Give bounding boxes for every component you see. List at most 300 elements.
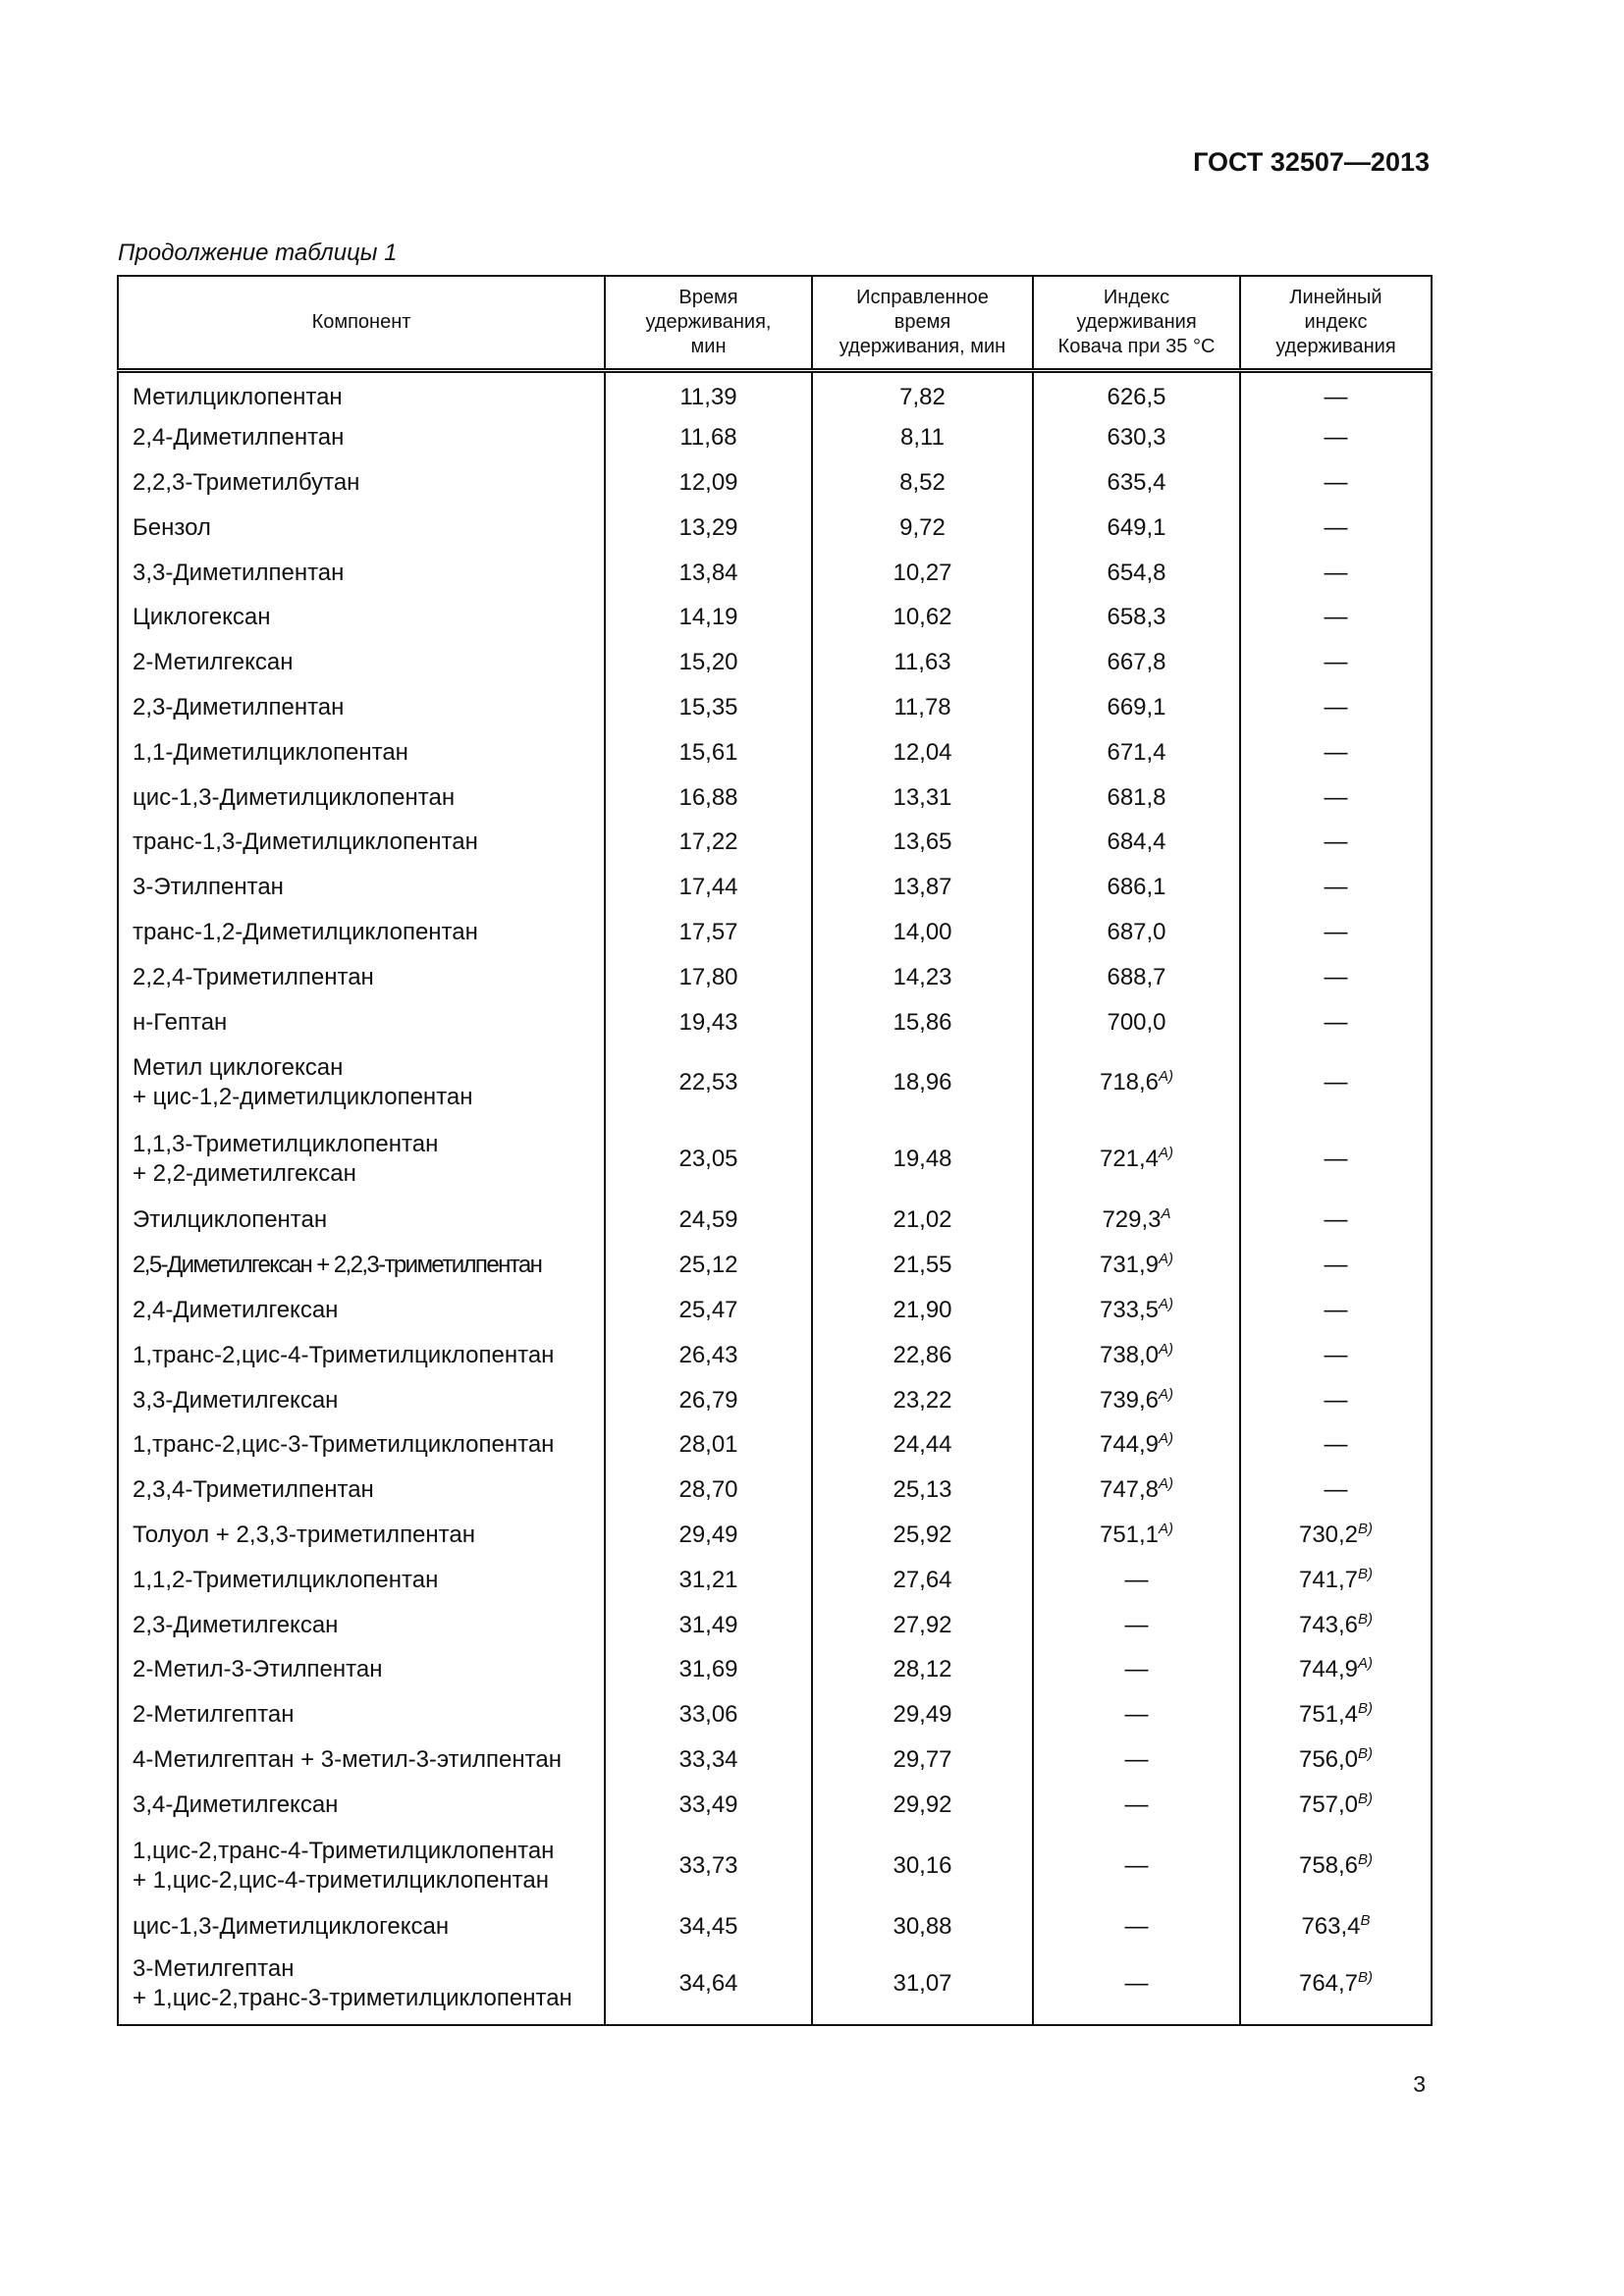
corrected-retention-time-value: 8,52 [899,468,946,496]
kovats-index [1033,1422,1240,1468]
linear-index [1240,1333,1432,1378]
component-name [118,1737,605,1783]
linear-index [1240,640,1432,685]
footnote-mark: A) [1159,1520,1174,1537]
table-row [118,551,1432,596]
corrected-retention-time [812,371,1033,416]
linear-index [1240,910,1432,955]
corrected-retention-time [812,1000,1033,1045]
kovats-index-value: 654,8 [1107,559,1166,586]
corrected-retention-time [812,1468,1033,1513]
linear-index [1240,730,1432,775]
corrected-retention-time-value: 30,16 [893,1851,952,1879]
kovats-index-value: 686,1 [1107,874,1166,901]
corrected-retention-time-value: 30,88 [893,1912,952,1940]
corrected-retention-time-value: 10,27 [893,559,952,586]
retention-time-value: 16,88 [678,783,738,811]
component-name-value: 2,5-Диметилгексан + 2,2,3-триметилпентан [133,1252,542,1279]
linear-index [1240,1603,1432,1648]
corrected-retention-time [812,1198,1033,1243]
corrected-retention-time-value: 22,86 [893,1341,952,1368]
linear-index [1240,1288,1432,1333]
retention-time [605,371,812,416]
component-name [118,1558,605,1603]
footnote-mark: A) [1159,1340,1174,1358]
retention-time-value: 33,73 [678,1851,738,1879]
retention-time-value: 33,34 [678,1745,738,1773]
component-name [118,1288,605,1333]
linear-index-value: — [1324,559,1348,586]
kovats-index-value: 718,6 [1099,1069,1160,1096]
corrected-retention-time [812,1904,1033,1949]
corrected-retention-time-value: 7,82 [899,383,946,410]
linear-index-value: — [1324,1252,1348,1279]
corrected-retention-time-value: 21,02 [893,1206,952,1234]
table-row [118,460,1432,506]
retention-time [605,1783,812,1828]
component-name [118,551,605,596]
component-name-value: 1,1,2-Триметилциклопентан [133,1566,439,1593]
component-name [118,730,605,775]
component-name-value: 1,транс-2,цис-3-Триметилциклопентан [133,1431,555,1459]
retention-time-value: 17,57 [678,918,738,945]
kovats-index [1033,551,1240,596]
kovats-index-value: — [1124,1745,1149,1773]
linear-index-value: — [1324,1341,1348,1368]
corrected-retention-time-value: 9,72 [899,513,946,541]
corrected-retention-time-value: 13,87 [893,874,952,901]
kovats-index [1033,955,1240,1000]
corrected-retention-time-value: 25,13 [893,1476,952,1504]
corrected-retention-time [812,1647,1033,1692]
retention-time-value: 33,06 [678,1701,738,1729]
kovats-index [1033,1044,1240,1121]
corrected-retention-time-value: 19,48 [893,1146,952,1173]
corrected-retention-time [812,1828,1033,1904]
retention-time-value: 15,20 [678,649,738,676]
retention-time [605,1000,812,1045]
component-name [118,1378,605,1423]
corrected-retention-time [812,865,1033,910]
corrected-retention-time [812,506,1033,551]
table-row [118,1949,1432,2025]
kovats-index-value: 669,1 [1107,693,1166,721]
kovats-index-value: 739,6 [1099,1386,1160,1414]
linear-index [1240,1044,1432,1121]
linear-index-value: — [1324,383,1348,410]
linear-index-value: 743,6 [1298,1611,1359,1638]
linear-index [1240,1468,1432,1513]
kovats-index [1033,1513,1240,1558]
footnote-mark: A) [1159,1295,1174,1312]
corrected-retention-time [812,415,1033,460]
retention-time [605,1949,812,2025]
retention-time [605,640,812,685]
component-name-value: 2,3,4-Триметилпентан [133,1476,374,1504]
table-row [118,1378,1432,1423]
component-name-value: цис-1,3-Диметилциклопентан [133,783,456,811]
component-name [118,1422,605,1468]
retention-time [605,910,812,955]
component-name-value: 2-Метил-3-Этилпентан [133,1656,383,1683]
table-row [118,595,1432,640]
table-row [118,1828,1432,1904]
component-name-value: 3-Этилпентан [133,874,284,901]
component-name-value: Толуол + 2,3,3-триметилпентан [133,1521,475,1548]
footnote-mark: B) [1358,1850,1374,1868]
kovats-index [1033,1558,1240,1603]
linear-index-value: — [1324,963,1348,990]
linear-index-value: 763,4 [1301,1912,1361,1940]
kovats-index-value: 721,4 [1099,1146,1160,1173]
linear-index [1240,1904,1432,1949]
corrected-retention-time-value: 13,65 [893,828,952,856]
retention-time [605,1692,812,1737]
footnote-mark: A) [1159,1145,1174,1162]
component-name [118,820,605,865]
corrected-retention-time [812,730,1033,775]
corrected-retention-time [812,775,1033,821]
kovats-index-value: 733,5 [1099,1296,1160,1323]
linear-index-value: — [1324,693,1348,721]
column-header-retention-time: Время удерживания, мин [605,276,812,371]
corrected-retention-time [812,1044,1033,1121]
corrected-retention-time [812,1949,1033,2025]
retention-time [605,415,812,460]
component-name [118,640,605,685]
kovats-index-value: — [1124,1566,1149,1593]
component-name [118,685,605,730]
kovats-index-value: 729,3 [1102,1206,1162,1234]
kovats-index-value: 744,9 [1099,1431,1160,1459]
retention-time [605,685,812,730]
table-row [118,1783,1432,1828]
table-row [118,1288,1432,1333]
retention-time-value: 14,19 [678,604,738,631]
retention-time-value: 13,29 [678,513,738,541]
kovats-index [1033,1647,1240,1692]
corrected-retention-time [812,551,1033,596]
corrected-retention-time-value: 24,44 [893,1431,952,1459]
kovats-index [1033,1949,1240,2025]
retention-time [605,551,812,596]
retention-time [605,1647,812,1692]
retention-time-value: 31,49 [678,1611,738,1638]
linear-index-value: — [1324,649,1348,676]
linear-index-value: 758,6 [1298,1851,1359,1879]
table-row [118,1422,1432,1468]
kovats-index-value: — [1124,1969,1149,1997]
retention-time [605,1603,812,1648]
linear-index [1240,1378,1432,1423]
table-row [118,1044,1432,1121]
linear-index-value: — [1324,828,1348,856]
component-name-value: 1,1,3-Триметилциклопентан + 2,2-диметилгексан [133,1131,439,1188]
component-name [118,1783,605,1828]
footnote-mark: B) [1358,1520,1374,1537]
retention-time-value: 17,80 [678,963,738,990]
kovats-index [1033,1828,1240,1904]
table-row [118,640,1432,685]
component-name [118,415,605,460]
retention-time-value: 25,12 [678,1252,738,1279]
component-name-value: 2,4-Диметилпентан [133,424,345,452]
kovats-index [1033,1904,1240,1949]
linear-index [1240,1949,1432,2025]
retention-time-value: 11,68 [679,424,737,452]
table-row [118,371,1432,416]
retention-time [605,820,812,865]
kovats-index [1033,1603,1240,1648]
linear-index-value: — [1324,1206,1348,1234]
corrected-retention-time [812,1783,1033,1828]
component-name [118,1828,605,1904]
component-name [118,506,605,551]
linear-index-value: 751,4 [1298,1701,1359,1729]
table-row [118,1647,1432,1692]
table-row [118,865,1432,910]
corrected-retention-time [812,685,1033,730]
column-header-component: Компонент [118,276,605,371]
corrected-retention-time [812,1558,1033,1603]
footnote-mark: B) [1358,1565,1374,1582]
kovats-index-value: 751,1 [1099,1521,1160,1548]
footnote-mark: B) [1358,1700,1374,1718]
kovats-index [1033,415,1240,460]
table-row [118,1603,1432,1648]
component-name [118,865,605,910]
kovats-index [1033,1783,1240,1828]
retention-time [605,506,812,551]
kovats-index [1033,1692,1240,1737]
kovats-index [1033,1198,1240,1243]
corrected-retention-time [812,1121,1033,1198]
component-name [118,955,605,1000]
table-row [118,1904,1432,1949]
linear-index-value: — [1324,918,1348,945]
linear-index-value: 744,9 [1298,1656,1359,1683]
retention-table [117,275,1433,2026]
footnote-mark: A [1161,1205,1171,1223]
retention-time-value: 23,05 [678,1146,738,1173]
kovats-index-value: 649,1 [1107,513,1166,541]
retention-time [605,1828,812,1904]
kovats-index-value: 688,7 [1107,963,1166,990]
corrected-retention-time-value: 11,63 [893,649,951,676]
kovats-index [1033,775,1240,821]
corrected-retention-time-value: 29,77 [893,1745,952,1773]
linear-index [1240,865,1432,910]
component-name-value: транс-1,2-Диметилциклопентан [133,918,478,945]
kovats-index [1033,1333,1240,1378]
component-name [118,1198,605,1243]
retention-time [605,865,812,910]
retention-time [605,955,812,1000]
linear-index-value: — [1324,738,1348,766]
component-name-value: транс-1,3-Диметилциклопентан [133,828,478,856]
linear-index [1240,1513,1432,1558]
linear-index-value: — [1324,783,1348,811]
linear-index-value: — [1324,874,1348,901]
component-name-value: 1,цис-2,транс-4-Триметилциклопентан + 1,цис-2,цис-4-триметилциклопентан [133,1837,555,1894]
kovats-index [1033,460,1240,506]
component-name-value: 4-Метилгептан + 3-метил-3-этилпентан [133,1745,562,1773]
retention-time [605,460,812,506]
table-row [118,910,1432,955]
corrected-retention-time [812,1422,1033,1468]
corrected-retention-time [812,1603,1033,1648]
retention-time-value: 15,35 [678,693,738,721]
retention-time-value: 15,61 [678,738,738,766]
component-name [118,1243,605,1288]
retention-time-value: 26,43 [678,1341,738,1368]
retention-time-value: 22,53 [678,1069,738,1096]
kovats-index [1033,1288,1240,1333]
linear-index [1240,1558,1432,1603]
retention-time [605,1904,812,1949]
footnote-mark: B [1360,1911,1371,1929]
table-row [118,415,1432,460]
kovats-index [1033,1468,1240,1513]
linear-index-value: — [1324,1008,1348,1036]
table-row [118,685,1432,730]
footnote-mark: A) [1159,1430,1174,1448]
retention-time [605,1737,812,1783]
kovats-index-value: 738,0 [1099,1341,1160,1368]
table-row [118,775,1432,821]
table-row [118,1198,1432,1243]
corrected-retention-time-value: 8,11 [900,424,945,452]
retention-time-value: 34,45 [678,1912,738,1940]
corrected-retention-time [812,1243,1033,1288]
kovats-index-value: 667,8 [1107,649,1166,676]
kovats-index [1033,640,1240,685]
component-name-value: 2,2,4-Триметилпентан [133,963,374,990]
linear-index-value: — [1324,1296,1348,1323]
corrected-retention-time-value: 23,22 [893,1386,952,1414]
kovats-index [1033,1243,1240,1288]
table-row [118,955,1432,1000]
retention-time [605,1288,812,1333]
component-name-value: Циклогексан [133,604,271,631]
table-row [118,1121,1432,1198]
corrected-retention-time-value: 29,49 [893,1701,952,1729]
retention-time [605,730,812,775]
table-row [118,1468,1432,1513]
retention-time-value: 31,69 [678,1656,738,1683]
table-row [118,1000,1432,1045]
linear-index [1240,820,1432,865]
kovats-index [1033,820,1240,865]
linear-index-value: 756,0 [1298,1745,1359,1773]
retention-time-value: 25,47 [678,1296,738,1323]
kovats-index-value: 630,3 [1107,424,1166,452]
linear-index [1240,460,1432,506]
corrected-retention-time-value: 13,31 [893,783,952,811]
corrected-retention-time [812,820,1033,865]
linear-index-value: 730,2 [1298,1521,1359,1548]
component-name [118,775,605,821]
footnote-mark: A) [1159,1385,1174,1403]
retention-time [605,1422,812,1468]
component-name-value: 3,3-Диметилгексан [133,1386,339,1414]
kovats-index-value: — [1124,1912,1149,1940]
page-number: 3 [1413,2071,1426,2097]
linear-index-value: — [1324,1476,1348,1504]
component-name-value: 2,3-Диметилпентан [133,693,345,721]
linear-index [1240,595,1432,640]
linear-index [1240,1000,1432,1045]
corrected-retention-time-value: 27,64 [893,1566,952,1593]
retention-time-value: 28,70 [678,1476,738,1504]
kovats-index [1033,595,1240,640]
retention-time-value: 17,22 [678,828,738,856]
linear-index-value: — [1324,1386,1348,1414]
kovats-index-value: — [1124,1701,1149,1729]
retention-time [605,1333,812,1378]
component-name [118,1692,605,1737]
retention-time [605,1378,812,1423]
linear-index-value: 764,7 [1298,1969,1359,1997]
linear-index [1240,551,1432,596]
linear-index [1240,685,1432,730]
retention-time-value: 17,44 [678,874,738,901]
footnote-mark: A) [1159,1068,1174,1086]
component-name [118,1121,605,1198]
component-name [118,460,605,506]
corrected-retention-time-value: 27,92 [893,1611,952,1638]
corrected-retention-time-value: 28,12 [893,1656,952,1683]
kovats-index [1033,1121,1240,1198]
retention-time [605,1243,812,1288]
kovats-index [1033,1000,1240,1045]
retention-time-value: 28,01 [678,1431,738,1459]
corrected-retention-time-value: 15,86 [893,1008,952,1036]
linear-index [1240,506,1432,551]
linear-index-value: — [1324,604,1348,631]
corrected-retention-time [812,910,1033,955]
linear-index-value: — [1324,1431,1348,1459]
footnote-mark: B) [1358,1610,1374,1628]
kovats-index-value: — [1124,1851,1149,1879]
component-name-value: Метил циклогексан + цис-1,2-диметилциклопентан [133,1054,473,1111]
component-name [118,1513,605,1558]
kovats-index-value: 684,4 [1107,828,1166,856]
linear-index [1240,1737,1432,1783]
kovats-index-value: 747,8 [1099,1476,1160,1504]
table-row [118,1692,1432,1737]
component-name-value: н-Гептан [133,1008,228,1036]
component-name [118,1468,605,1513]
linear-index [1240,775,1432,821]
table-body [118,371,1432,2026]
linear-index [1240,1243,1432,1288]
linear-index-value: — [1324,513,1348,541]
component-name-value: Этилциклопентан [133,1206,328,1234]
component-name-value: 3,4-Диметилгексан [133,1790,339,1818]
retention-time-value: 12,09 [678,468,738,496]
retention-time-value: 24,59 [678,1206,738,1234]
corrected-retention-time-value: 11,78 [893,693,951,721]
kovats-index [1033,506,1240,551]
corrected-retention-time-value: 31,07 [893,1969,952,1997]
component-name [118,1333,605,1378]
corrected-retention-time-value: 12,04 [893,738,952,766]
kovats-index-value: — [1124,1790,1149,1818]
table-row [118,1243,1432,1288]
corrected-retention-time [812,1288,1033,1333]
component-name [118,1603,605,1648]
